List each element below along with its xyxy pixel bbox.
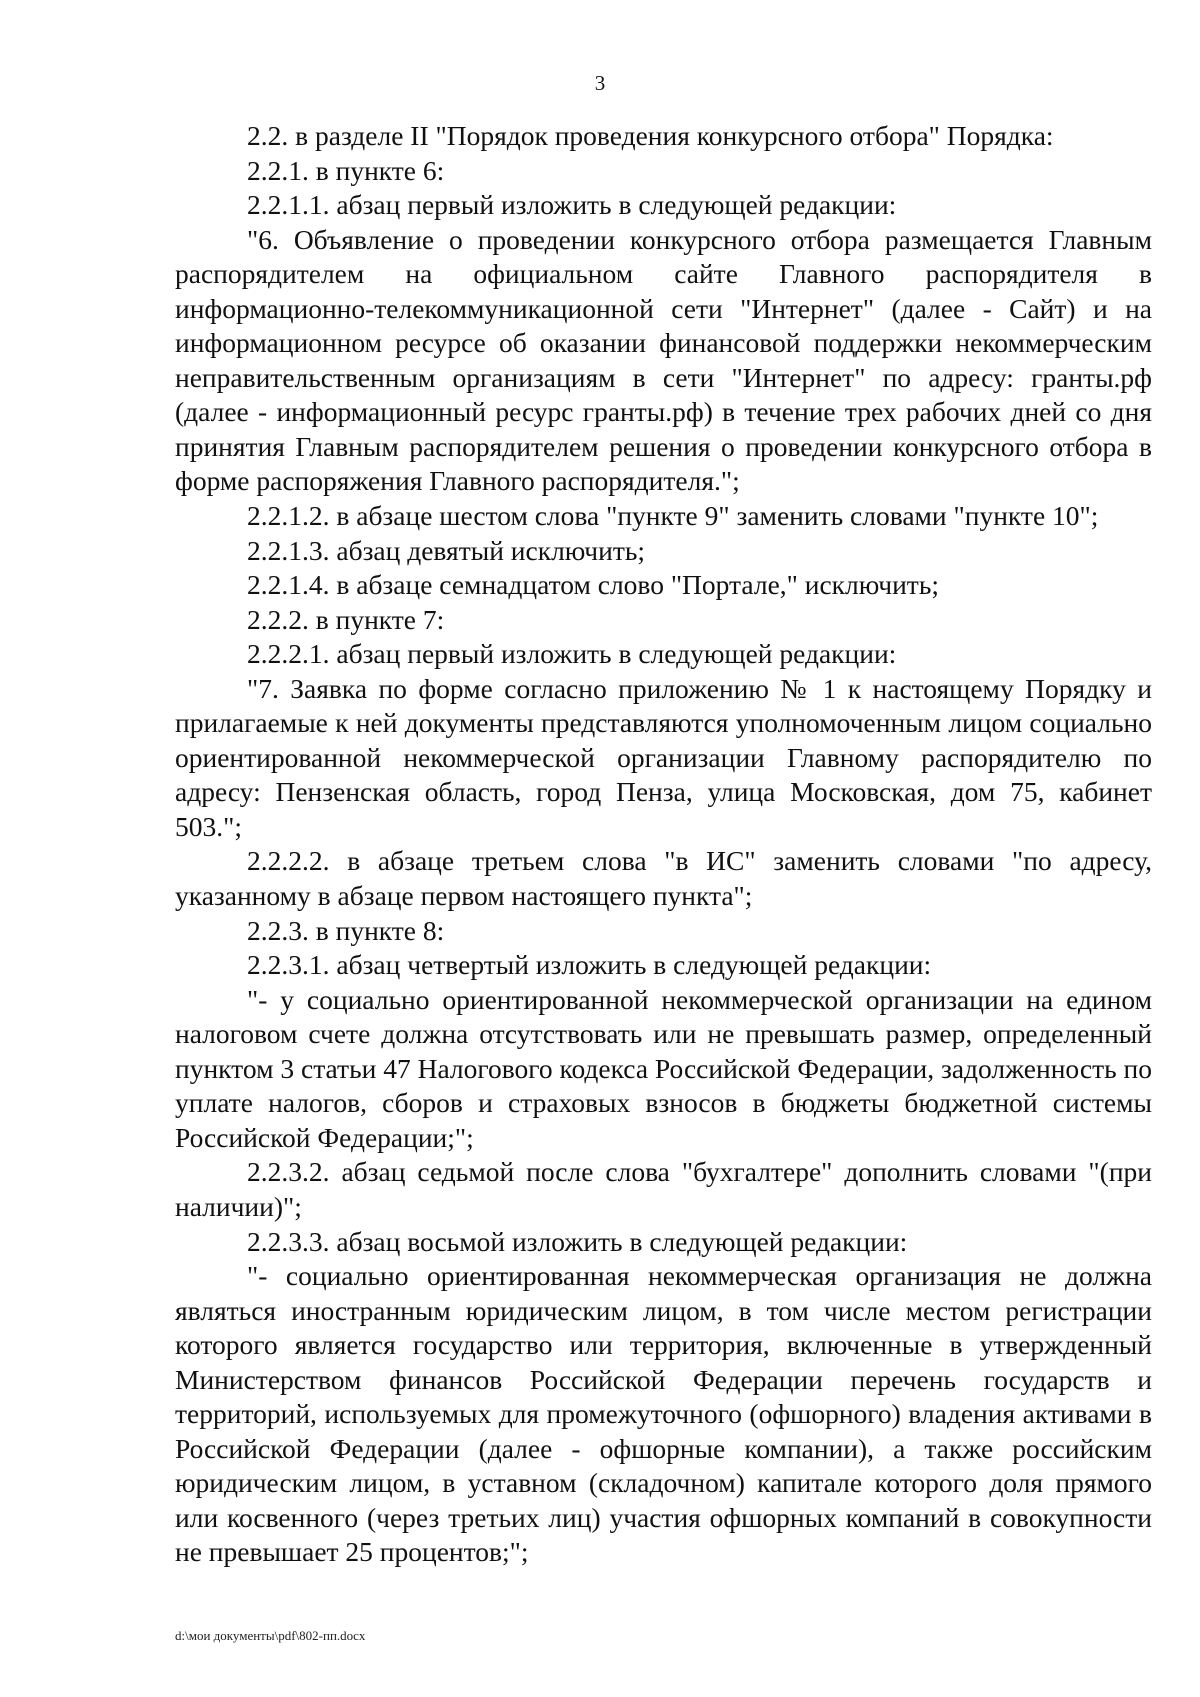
file-path-footer: d:\мои документы\pdf\802-пп.docx — [175, 1628, 366, 1643]
paragraph: 2.2.3.3. абзац восьмой изложить в следующей редакции: — [247, 1225, 908, 1257]
paragraph: 2.2.1.3. абзац девятый исключить; — [247, 534, 646, 566]
paragraph: "6. Объявление о проведении конкурсного отбора размещается Главным распорядителем на официальном сайте Главного распорядителя в информационно-телекоммуникационной сети "Интернет" (далее - Сайт) и на информационном ресурсе об оказании финансовой поддержки некоммерческим неправительственным организациям в сети "Интернет" по адресу: гранты.рф (далее - информационный ресурс гранты.рф) в течение трех рабочих дней со дня принятия Главным распорядителем решения о проведении конкурсного отбора в форме распоряжения Главного распорядителя."; — [175, 223, 1152, 497]
paragraph: 2.2. в разделе II "Порядок проведения конкурсного отбора" Порядка: — [247, 120, 1054, 151]
paragraph: 2.2.1.1. абзац первый изложить в следующей редакции: — [247, 189, 897, 221]
paragraph: 2.2.2. в пункте 7: — [247, 603, 445, 635]
document-body — [175, 119, 1152, 1570]
paragraph: 2.2.1. в пункте 6: — [247, 154, 445, 186]
paragraph: 2.2.1.2. в абзаце шестом слова "пункте 9" заменить словами "пункте 10"; — [247, 500, 1099, 532]
paragraph: 2.2.3.1. абзац четвертый изложить в следующей редакции: — [247, 949, 932, 981]
paragraph: "7. Заявка по форме согласно приложению № 1 к настоящему Порядку и прилагаемые к ней документы представляются уполномоченным лицом социально ориентированной некоммерческой организации Главному распорядителю по адресу: Пензенская область, город Пенза, улица Московская, дом 75, кабинет 503."; — [175, 672, 1152, 842]
paragraph: 2.2.3. в пункте 8: — [247, 914, 445, 946]
paragraph: "- у социально ориентированной некоммерческой организации на едином налоговом счете должна отсутствовать или не превышать размер, определенный пунктом 3 статьи 47 Налогового кодекса Российской Федерации, задолженность по уплате налогов, сборов и страховых взносов в бюджеты бюджетной системы Российской Федерации;"; — [175, 983, 1152, 1153]
page-number: 3 — [594, 71, 606, 95]
paragraph: 2.2.3.2. абзац седьмой после слова "бухгалтере" дополнить словами "(при наличии)"; — [175, 1156, 1152, 1222]
paragraph: 2.2.2.1. абзац первый изложить в следующей редакции: — [247, 638, 897, 670]
paragraph: "- социально ориентированная некоммерческая организация не должна являться иностранным юридическим лицом, в том числе местом регистрации которого является государство или территория, включенные в утвержденный Министерством финансов Российской Федерации перечень государств и территорий, используемых для промежуточного (офшорного) владения активами в Российской Федерации (далее - офшорные компании), а также российским юридическим лицом, в уставном (складочном) капитале которого доля прямого или косвенного (через третьих лиц) участия офшорных компаний в совокупности не превышает 25 процентов;"; — [175, 1260, 1152, 1568]
paragraph: 2.2.1.4. в абзаце семнадцатом слово "Портале," исключить; — [247, 569, 940, 601]
paragraph: 2.2.2.2. в абзаце третьем слова "в ИС" заменить словами "по адресу, указанному в абзаце первом настоящего пункта"; — [175, 845, 1152, 912]
